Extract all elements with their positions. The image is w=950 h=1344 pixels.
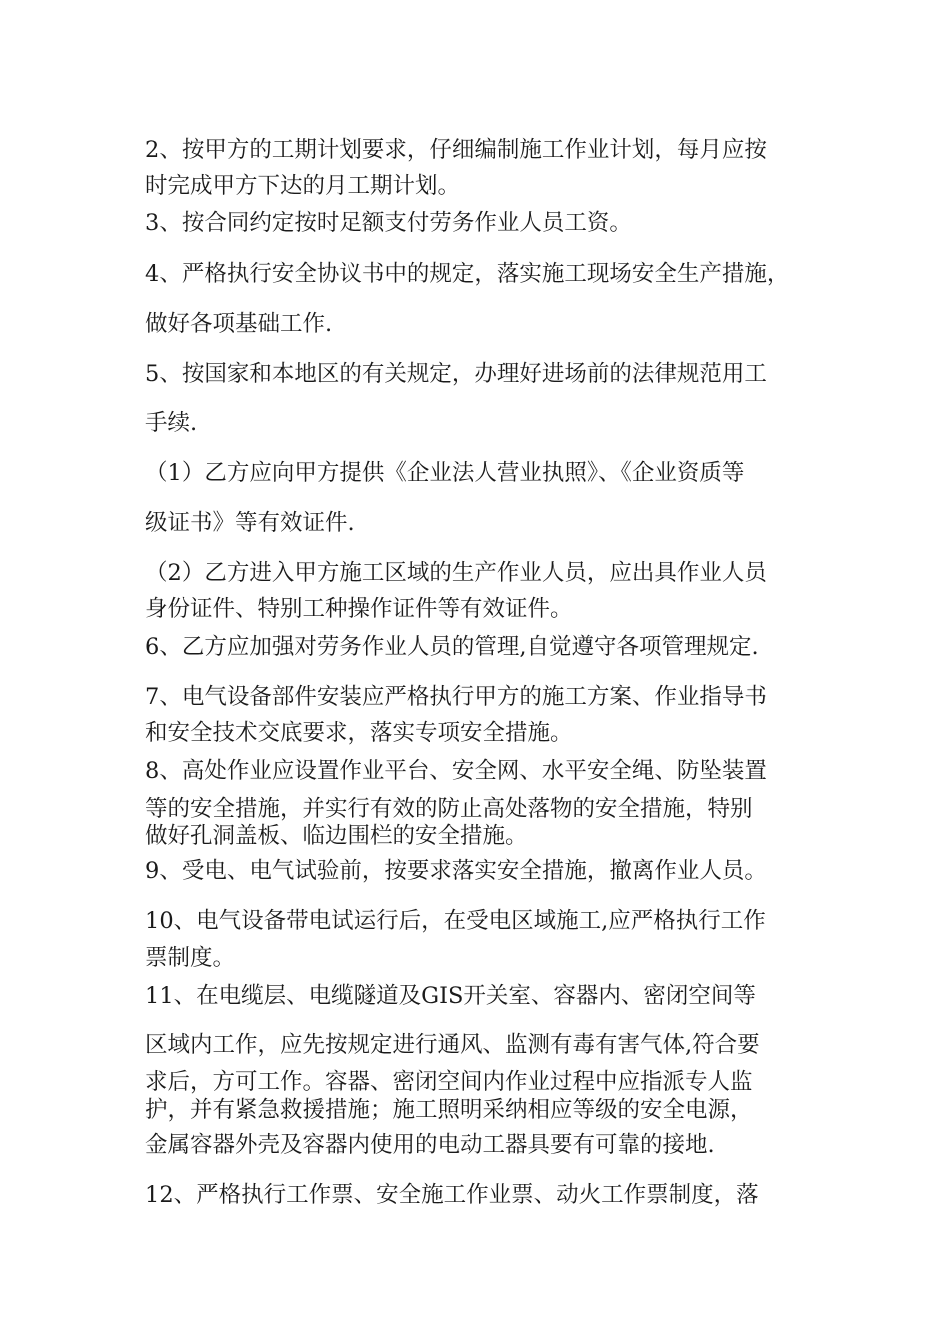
- text-line-12: 6、乙方应加强对劳务作业人员的管理,自觉遵守各项管理规定.: [145, 634, 759, 660]
- text-line-9: 级证书》等有效证件.: [145, 510, 355, 536]
- text-line-22: 区域内工作，应先按规定进行通风、监测有毒有害气体,符合要: [145, 1032, 760, 1058]
- text-line-8: （1）乙方应向甲方提供《企业法人营业执照》、《企业资质等: [145, 460, 745, 486]
- text-line-5: 做好各项基础工作.: [145, 311, 333, 337]
- text-line-20: 票制度。: [145, 945, 236, 971]
- text-line-7: 手续.: [145, 410, 198, 436]
- text-line-2: 时完成甲方下达的月工期计划。: [145, 173, 461, 199]
- text-line-14: 和安全技术交底要求，落实专项安全措施。: [145, 720, 573, 746]
- text-line-16: 等的安全措施，并实行有效的防止高处落物的安全措施，特别: [145, 796, 753, 822]
- text-line-23: 求后，方可工作。容器、密闭空间内作业过程中应指派专人监: [145, 1069, 753, 1095]
- text-line-10: （2）乙方进入甲方施工区域的生产作业人员，应出具作业人员: [145, 560, 767, 586]
- text-line-11: 身份证件、特别工种操作证件等有效证件。: [145, 596, 573, 622]
- text-line-24: 护，并有紧急救援措施；施工照明采纳相应等级的安全电源，: [145, 1097, 753, 1123]
- text-line-19: 10、电气设备带电试运行后，在受电区域施工,应严格执行工作: [145, 908, 766, 934]
- text-line-21: 11、在电缆层、电缆隧道及GIS开关室、容器内、密闭空间等: [145, 983, 756, 1009]
- text-line-15: 8、高处作业应设置作业平台、安全网、水平安全绳、防坠装置: [145, 758, 767, 784]
- text-line-3: 3、按合同约定按时足额支付劳务作业人员工资。: [145, 210, 632, 236]
- text-line-4: 4、严格执行安全协议书中的规定，落实施工现场安全生产措施，: [145, 261, 790, 287]
- text-line-18: 9、受电、电气试验前，按要求落实安全措施，撤离作业人员。: [145, 858, 767, 884]
- text-line-13: 7、电气设备部件安装应严格执行甲方的施工方案、作业指导书: [145, 684, 767, 710]
- text-line-17: 做好孔洞盖板、临边围栏的安全措施。: [145, 823, 528, 849]
- text-line-26: 12、严格执行工作票、安全施工作业票、动火工作票制度，落: [145, 1182, 759, 1208]
- text-line-1: 2、按甲方的工期计划要求，仔细编制施工作业计划，每月应按: [145, 137, 767, 163]
- text-line-6: 5、按国家和本地区的有关规定，办理好进场前的法律规范用工: [145, 361, 767, 387]
- text-line-25: 金属容器外壳及容器内使用的电动工器具要有可靠的接地.: [145, 1132, 715, 1158]
